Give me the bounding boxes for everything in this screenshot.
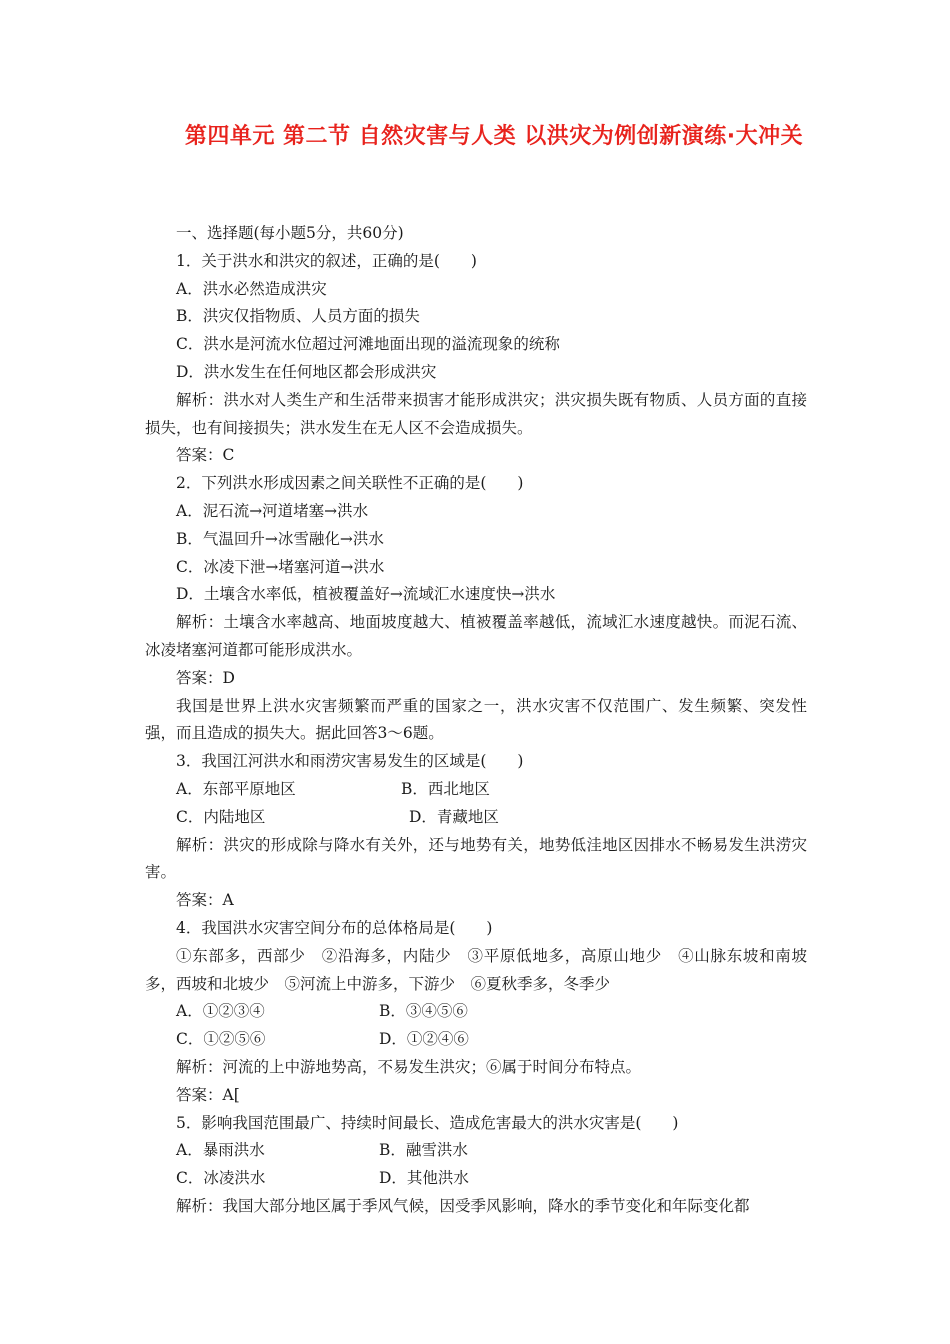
q5-option-d: D．其他洪水 bbox=[379, 1169, 469, 1188]
q3-options-row-1 bbox=[145, 776, 807, 804]
q2-option-b: B．气温回升→冰雪融化→洪水 bbox=[176, 529, 384, 548]
q4-analysis: 解析：河流的上中游地势高，不易发生洪灾；⑥属于时间分布特点。 bbox=[176, 1057, 642, 1076]
reading-passage: 我国是世界上洪水灾害频繁而严重的国家之一，洪水灾害不仅范围广、发生频繁、突发性强，而且造成的损失大。据此回答3～6题。 bbox=[145, 696, 807, 743]
q4-options-row-1 bbox=[145, 998, 807, 1026]
q1-stem: 1．关于洪水和洪灾的叙述，正确的是( ) bbox=[176, 251, 477, 270]
page-title: 第四单元 第二节 自然灾害与人类 以洪灾为例创新演练·大冲关 bbox=[184, 124, 804, 149]
q2-answer: 答案：D bbox=[176, 668, 235, 687]
q3-option-a: A．东部平原地区 bbox=[176, 779, 296, 798]
section-heading: 一、选择题(每小题5分，共60分) bbox=[176, 224, 404, 242]
q5-options-row-2 bbox=[145, 1165, 807, 1193]
q2-stem: 2．下列洪水形成因素之间关联性不正确的是( ) bbox=[176, 474, 524, 493]
q5-option-b: B．融雪洪水 bbox=[379, 1141, 468, 1160]
q1-option-d: D．洪水发生在任何地区都会形成洪灾 bbox=[176, 362, 437, 381]
q2-option-d: D．土壤含水率低，植被覆盖好→流域汇水速度快→洪水 bbox=[176, 585, 556, 604]
q4-option-b: B．③④⑤⑥ bbox=[379, 1002, 468, 1021]
q2-analysis: 解析：土壤含水率越高、地面坡度越大、植被覆盖率越低，流域汇水速度越快。而泥石流、冰凌堵塞河道都可能形成洪水。 bbox=[145, 613, 807, 659]
q1-option-a: A．洪水必然造成洪灾 bbox=[176, 279, 327, 298]
q4-option-a: A．①②③④ bbox=[176, 1002, 265, 1021]
q4-option-c: C．①②⑤⑥ bbox=[176, 1030, 266, 1049]
q4-option-d: D．①②④⑥ bbox=[379, 1030, 469, 1049]
q4-items: ①东部多，西部少 ②沿海多，内陆少 ③平原低地多，高原山地少 ④山脉东坡和南坡多，西坡和北坡少 ⑤河流上中游多，下游少 ⑥夏秋季多，冬季少 bbox=[145, 946, 807, 993]
q1-option-c: C．洪水是河流水位超过河滩地面出现的溢流现象的统称 bbox=[176, 335, 560, 354]
q5-option-c: C．冰凌洪水 bbox=[176, 1169, 266, 1188]
document-body bbox=[145, 220, 807, 1221]
q3-stem: 3．我国江河洪水和雨涝灾害易发生的区域是( ) bbox=[176, 752, 524, 771]
q2-option-a: A．泥石流→河道堵塞→洪水 bbox=[176, 501, 369, 520]
q3-analysis: 解析：洪灾的形成除与降水有关外，还与地势有关，地势低洼地区因排水不畅易发生洪涝灾害。 bbox=[145, 835, 807, 882]
q1-analysis: 解析：洪水对人类生产和生活带来损害才能形成洪灾；洪灾损失既有物质、人员方面的直接损失，也有间接损失；洪水发生在无人区不会造成损失。 bbox=[145, 390, 807, 437]
q3-option-c: C．内陆地区 bbox=[176, 807, 266, 826]
q3-option-d: D．青藏地区 bbox=[409, 807, 499, 826]
q5-analysis: 解析：我国大部分地区属于季风气候，因受季风影响，降水的季节变化和年际变化都 bbox=[176, 1196, 750, 1215]
q4-answer: 答案：A[ bbox=[176, 1085, 240, 1104]
q3-answer: 答案：A bbox=[176, 891, 234, 910]
q5-options-row-1 bbox=[145, 1137, 807, 1165]
q1-answer: 答案：C bbox=[176, 446, 235, 465]
q2-option-c: C．冰凌下泄→堵塞河道→洪水 bbox=[176, 557, 385, 576]
q5-option-a: A．暴雨洪水 bbox=[176, 1141, 265, 1160]
q3-option-b: B．西北地区 bbox=[401, 779, 490, 798]
q5-stem: 5．影响我国范围最广、持续时间最长、造成危害最大的洪水灾害是( ) bbox=[176, 1113, 679, 1132]
q4-options-row-2 bbox=[145, 1026, 807, 1054]
q3-options-row-2 bbox=[145, 804, 807, 832]
q1-option-b: B．洪灾仅指物质、人员方面的损失 bbox=[176, 307, 420, 326]
q4-stem: 4．我国洪水灾害空间分布的总体格局是( ) bbox=[176, 918, 493, 937]
